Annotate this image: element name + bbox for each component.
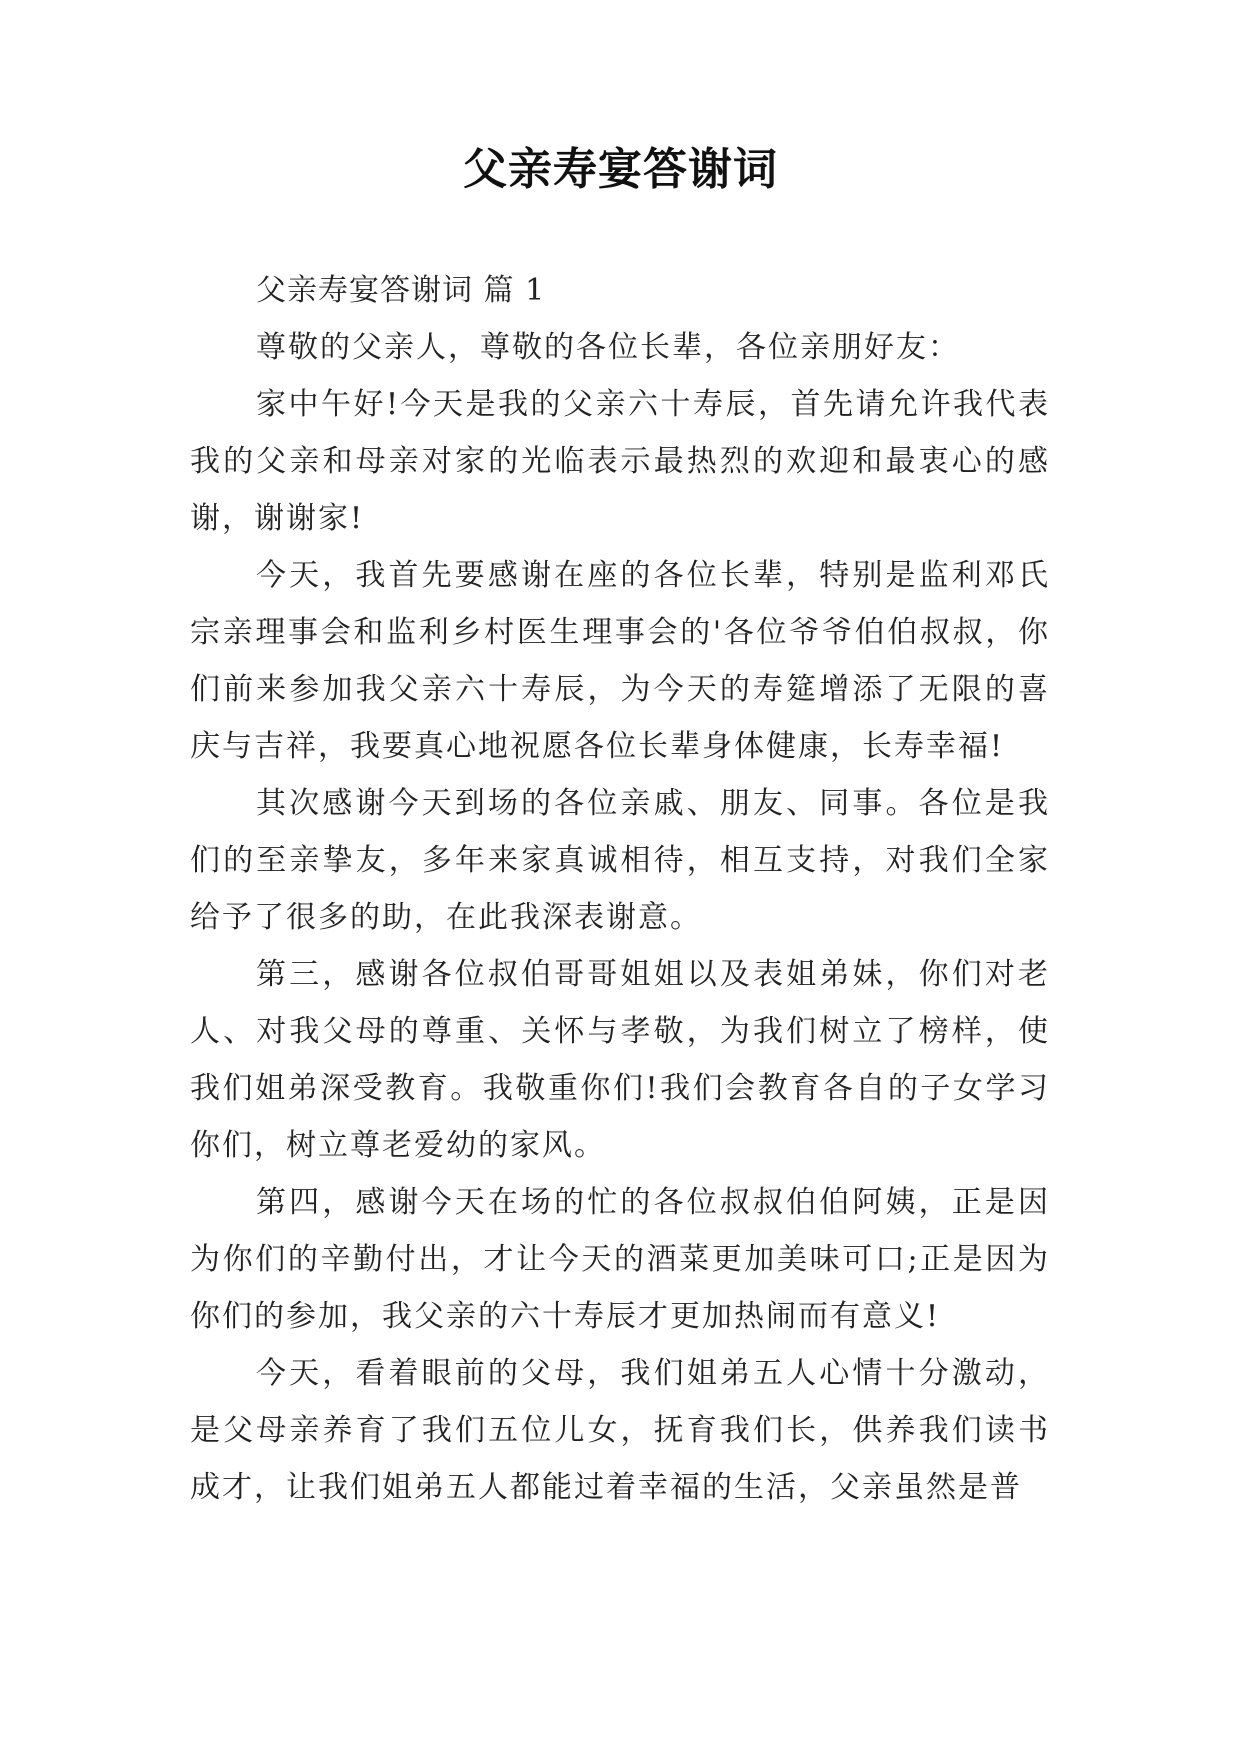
paragraph-thanks-helpers: 第四，感谢今天在场的忙的各位叔叔伯伯阿姨，正是因为你们的辛勤付出，才让今天的酒菜更加美味可口;正是因为你们的参加，我父亲的六十寿辰才更加热闹而有意义! [190,1185,1050,1334]
paragraph-welcome: 家中午好!今天是我的父亲六十寿辰，首先请允许我代表我的父亲和母亲对家的光临表示最热烈的欢迎和最衷心的感谢，谢谢家! [190,387,1050,536]
document-title: 父亲寿宴答谢词 [463,144,778,195]
section-heading: 父亲寿宴答谢词 篇 1 [256,273,546,308]
paragraph-thanks-friends: 其次感谢今天到场的各位亲戚、朋友、同事。各位是我们的至亲挚友，多年来家真诚相待，相互支持，对我们全家给予了很多的助，在此我深表谢意。 [190,786,1050,935]
paragraph-greeting: 尊敬的父亲人，尊敬的各位长辈，各位亲朋好友： [256,330,960,365]
paragraph-thanks-elders: 今天，我首先要感谢在座的各位长辈，特别是监利邓氏宗亲理事会和监利乡村医生理事会的'各位爷爷伯伯叔叔，你们前来参加我父亲六十寿辰，为今天的寿筵增添了无限的喜庆与吉祥，我要真心地祝愿各位长辈身体健康，长寿幸福! [190,558,1050,764]
document-body [190,262,1050,1516]
paragraph-parents: 今天，看着眼前的父母，我们姐弟五人心情十分激动，是父母亲养育了我们五位儿女，抚育我们长，供养我们读书成才，让我们姐弟五人都能过着幸福的生活，父亲虽然是普 [190,1356,1050,1505]
paragraph-thanks-siblings: 第三，感谢各位叔伯哥哥姐姐以及表姐弟妹，你们对老人、对我父母的尊重、关怀与孝敬，为我们树立了榜样，使我们姐弟深受教育。我敬重你们!我们会教育各自的子女学习你们，树立尊老爱幼的家风。 [190,957,1050,1163]
